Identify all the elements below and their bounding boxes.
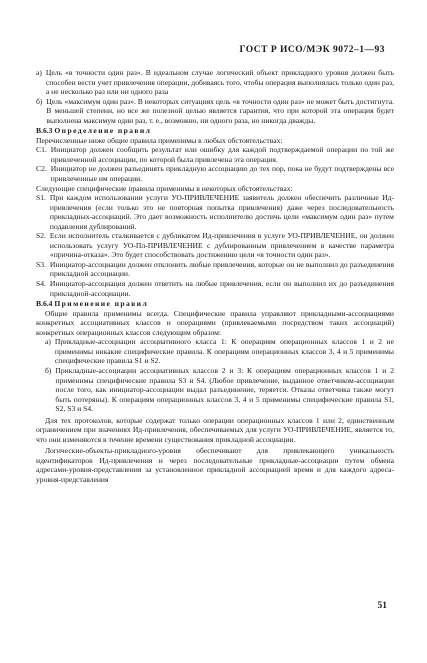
list-item xyxy=(36,68,394,97)
document-body xyxy=(36,68,394,485)
rule-text: Инициатор должен сообщить результат или ошибку для каждой подтверждаемой операции по той же привлеченной ассоциации, по которой была привлечена эта операция. xyxy=(50,145,394,164)
item-label: б) xyxy=(36,96,43,106)
rule-label: S1. xyxy=(36,193,46,203)
section-title: Определение правил xyxy=(54,126,152,136)
section-number: В.6.4 xyxy=(36,299,53,309)
document-header: ГОСТ Р ИСО/МЭК 9072–1—93 xyxy=(239,45,385,55)
rule-item xyxy=(36,231,394,260)
rule-text: Инициатор-ассоциация должен ответить на любые привлечения, если он выполнил их до разъединения прикладной-ассоциации. xyxy=(49,279,394,298)
section-number: В.6.3 xyxy=(36,126,53,136)
item-label: б) xyxy=(45,365,52,375)
paragraph: Логические-объекты-прикладного-уровня обеспечивают для привлекающего уникальность идентификаторов Ид-привлечения и через последовательные прикладные-ассоциации путем обмена адресами-уровня-представления за установленное прикладной ассоциацией время и для каждого адреса-уровня-представления xyxy=(36,446,394,484)
rule-label: S3. xyxy=(36,259,46,269)
rule-label: C2. xyxy=(36,164,47,174)
section-heading xyxy=(36,126,394,136)
paragraph: Перечисленные ниже общие правила применимы в любых обстоятельствах: xyxy=(36,135,283,145)
list-item xyxy=(36,97,394,126)
rule-item xyxy=(36,164,394,183)
rule-label: S2. xyxy=(36,231,46,241)
paragraph: Общие правила применимы всегда. Специфические правила управляют прикладными-ассоциациями конкретных ассоциативных классов и операциями (привлекаемыми посредством таких ассоциаций) конкретных операционных классов следующим образом: xyxy=(36,308,394,337)
item-label: а) xyxy=(45,337,51,347)
list-item xyxy=(45,337,394,366)
rule-text: При каждом использовании услуги УО-ПРИВЛЕЧЕНИЕ заявитель должен обеспечить различные Ид-привлечения (если только это не повторная попытка привлечения) даже через последовательность прикладных-ассоциаций. Это дает возможность исполнителю достичь цели «максимум один раз» путем подавления дублирований. xyxy=(49,193,394,231)
item-text: Цель «в точности один раз». В идеальном случае логический объект прикладного уровня должен быть способен вести учет привлечения операции, добиваясь того, чтобы операция выполнялась только один раз, а не несколько раз или ни одного раза xyxy=(45,68,394,97)
rule-item xyxy=(36,260,394,279)
rule-text: Если исполнитель сталкивается с дубликатом Ид-привлечения в услуге УО-ПРИВЛЕЧЕНИЕ, он должен использовать услугу УО-Пл-ПРИВЛЕЧЕНИЕ с дублированным привлечением в качестве параметра «причина-отказа». Это будет способствовать достижению цели «в точности один раз». xyxy=(49,231,394,260)
paragraph: Следующие специфические правила применимы в некоторых обстоятельствах: xyxy=(36,183,293,193)
rule-text: Инициатор не должен разъединять прикладную ассоциацию до тех пор, пока не будут подтверждены все привлеченные им операции. xyxy=(50,164,394,184)
paragraph: Для тех протоколов, которые содержат только операции операционных классов 1 или 2, единственным ограничением при значениях Ид-привлечения, обеспечиваемых для услуги УО-ПРИВЛЕЧЕНИЕ, является то, что они изменяются в течение времени существования прикладной ассоциации. xyxy=(36,415,394,444)
item-text: Цель «максимум один раз». В некоторых ситуациях цель «в точности один раз» не может быть достигнута. В меньшей степени, но все же полезной целью является гарантия, что при которой эта операция будет выполнена максимум один раз, т. е., возможно, ни одного раза, но никогда дважды. xyxy=(46,96,394,125)
rule-label: S4. xyxy=(36,279,46,289)
rule-item xyxy=(36,279,394,298)
list-item xyxy=(45,366,394,414)
section-title: Применение правил xyxy=(54,299,149,309)
item-text: Прикладные-ассоциации ассоциативного класса 1: К операциям операционных классов 1 и 2 не применимы никакие специфические правила. К операциям операционных классов 3, 4 и 5 применимы специфические правила S1 и S2. xyxy=(54,337,394,366)
section-heading xyxy=(36,299,394,309)
item-text: Прикладные-ассоциации ассоциативных классов 2 и 3: К операциям операционных классов 1 и 2 применимы специфические правила S3 и S4. (Любое привлечение, выданное ответчиком-ассоциации после того, как инициатор-ассоциации выдал разъединение, теряется. Отказы ответчика также могут быть потеряны). К операциям операционных классов 3, 4 и 5 применимы специфические правила S1, S2, S3 и S4. xyxy=(55,365,394,414)
page-number: 51 xyxy=(377,601,387,611)
rule-label: C1. xyxy=(36,145,47,155)
rule-item xyxy=(36,193,394,231)
rule-item xyxy=(36,145,394,164)
item-label: а) xyxy=(36,68,42,77)
rule-text: Инициатор-ассоциации должен отклонить любые привлечения, которые он не выполнил до разъединения прикладной ассоциации. xyxy=(49,259,394,279)
